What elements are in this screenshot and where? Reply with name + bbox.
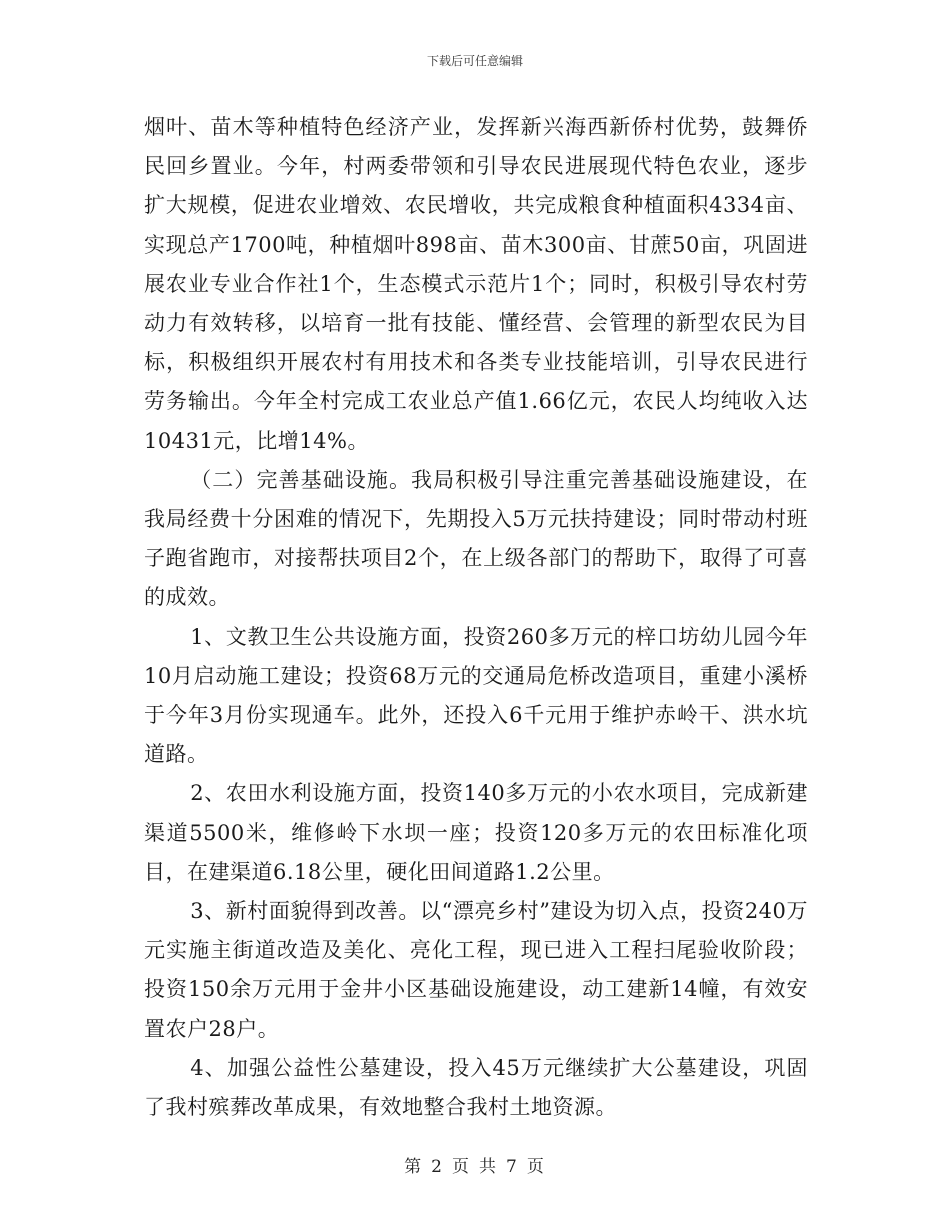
footer-prefix: 第 [404,1157,424,1177]
paragraph-agriculture: 烟叶、苗木等种植特色经济产业，发挥新兴海西新侨村优势，鼓舞侨民回乡置业。今年，村两委带领和引导农民进展现代特色农业，逐步扩大规模，促进农业增效、农民增收，共完成粮食种植面积4334亩、实现总产1700吨，种植烟叶898亩、苗木300亩、甘蔗50亩，巩固进展农业专业合作社1个，生态模式示范片1个；同时，积极引导农村劳动力有效转移，以培育一批有技能、懂经营、会管理的新型农民为目标，积极组织开展农村有用技术和各类专业技能培训，引导农民进行劳务输出。今年全村完成工农业总产值1.66亿元，农民人均纯收入达10431元，比增14%。 [144,115,808,453]
footer-suffix: 页 [526,1157,546,1177]
total-page-number: 7 [506,1157,519,1177]
current-page-number: 2 [431,1157,444,1177]
paragraph-water-conservancy: 2、农田水利设施方面，投资140多万元的小农水项目，完成新建渠道5500米，维修岭下水坝一座；投资120多万元的农田标准化项目，在建渠道6.18公里，硬化田间道路1.2公里。 [144,781,808,884]
page-header: 下载后可任意编辑 [426,54,523,68]
page-number-footer [0,1152,950,1177]
paragraph-village-appearance: 3、新村面貌得到改善。以“漂亮乡村”建设为切入点，投资240万元实施主街道改造及美化、亮化工程，现已进入工程扫尾验收阶段；投资150余万元用于金井小区基础设施建设，动工建新14幢，有效安置农户28户。 [144,899,808,1041]
footer-total-label: 共 [479,1157,498,1177]
document-body [144,108,808,1127]
paragraph-cemetery: 4、加强公益性公墓建设，投入45万元继续扩大公墓建设，巩固了我村殡葬改革成果，有效地整合我村土地资源。 [144,1055,808,1120]
footer-page-label: 页 [452,1157,471,1177]
paragraph-infrastructure-heading: （二）完善基础设施。我局积极引导注重完善基础设施建设，在我局经费十分困难的情况下，先期投入5万元扶持建设；同时带动村班子跑省跑市，对接帮扶项目2个，在上级各部门的帮助下，取得了可喜的成效。 [144,467,808,610]
paragraph-public-facilities: 1、文教卫生公共设施方面，投资260多万元的梓口坊幼儿园今年10月启动施工建设；投资68万元的交通局危桥改造项目，重建小溪桥于今年3月份实现通车。此外，还投入6千元用于维护赤岭干、洪水坑道路。 [144,624,808,767]
